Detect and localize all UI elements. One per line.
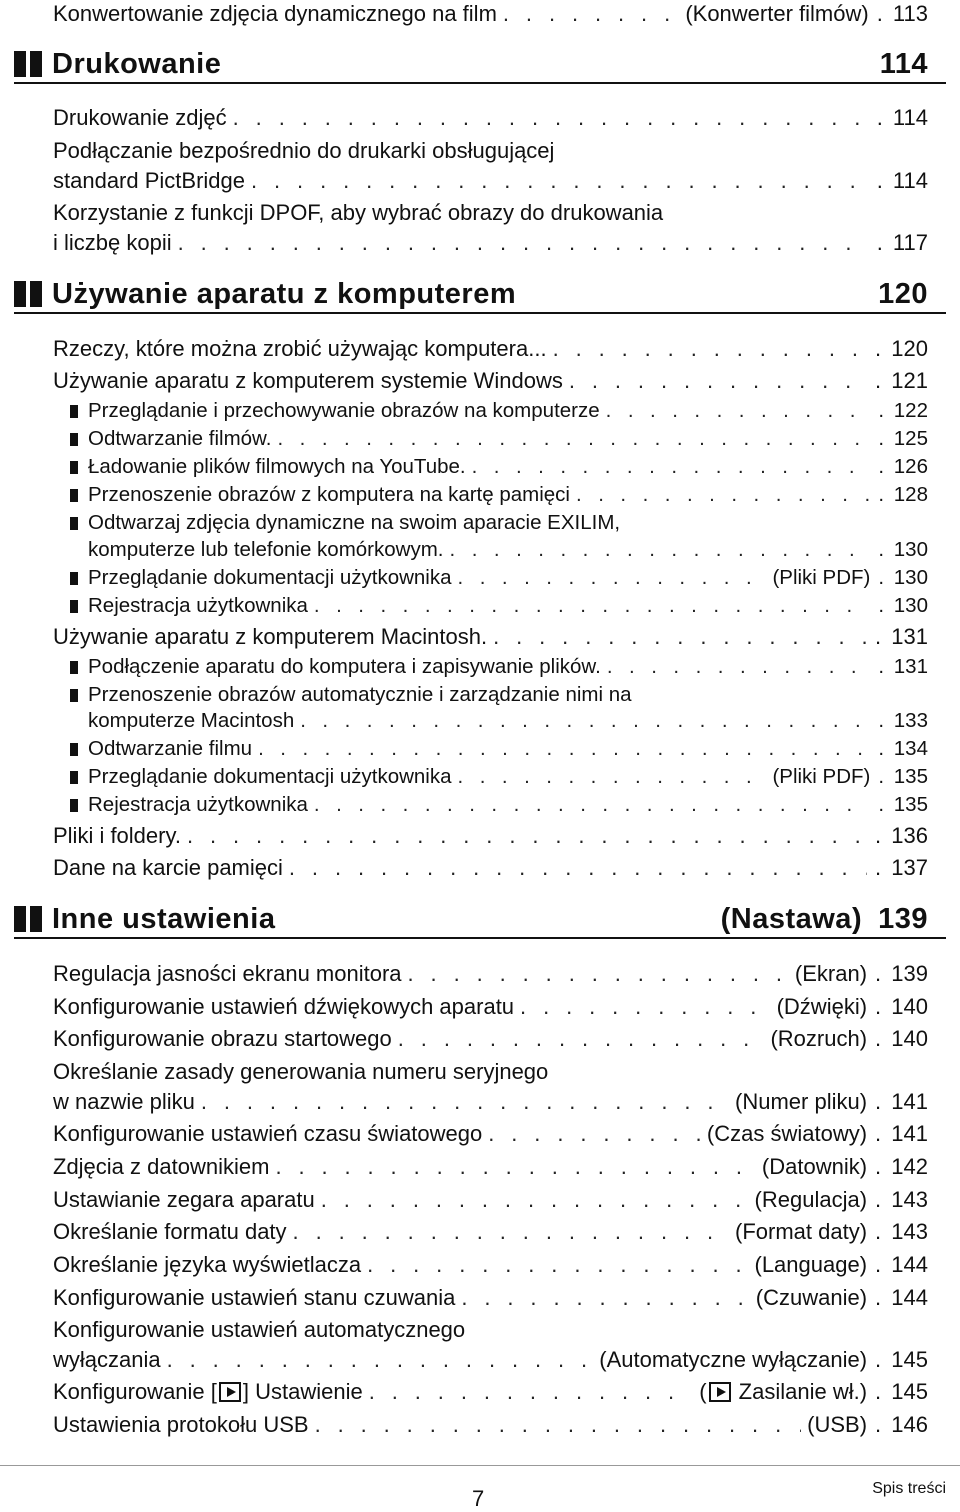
section-marker-icon xyxy=(14,281,42,307)
leader-dots xyxy=(289,854,867,882)
entry-text: Ustawienia protokołu USB xyxy=(53,1412,309,1437)
entry-page: . 117 xyxy=(877,229,928,257)
entry-ref: (Ekran) xyxy=(794,961,868,986)
toc-entry[interactable] xyxy=(53,229,928,257)
entry-page: . 135 xyxy=(878,763,928,791)
entry-text: Przeglądanie dokumentacji użytkownika xyxy=(88,765,452,788)
leader-dots xyxy=(367,1251,748,1279)
section-title: Inne ustawienia xyxy=(52,902,276,935)
entry-text: standard PictBridge xyxy=(53,168,245,193)
toc-link[interactable]: Spis treści xyxy=(872,1480,946,1497)
toc-entry[interactable] xyxy=(53,1218,928,1246)
toc-subentry[interactable] xyxy=(88,707,928,735)
entry-text: Rzeczy, które można zrobić używając komputera... xyxy=(53,336,547,361)
entry-ref: (Pliki PDF) xyxy=(772,765,871,788)
entry-text: Podłączanie bezpośrednio do drukarki obsługującej xyxy=(53,138,555,163)
entry-ref: (Czuwanie) xyxy=(755,1285,868,1310)
toc-subentry[interactable] xyxy=(70,564,928,592)
entry-page: . 141 xyxy=(875,1120,928,1148)
entry-text-b: ] Ustawienie xyxy=(242,1379,363,1404)
leader-dots xyxy=(461,1284,749,1312)
toc-subentry-line1 xyxy=(70,681,928,709)
toc-entry[interactable] xyxy=(53,1025,928,1053)
entry-page: . 144 xyxy=(875,1284,928,1312)
entry-text: Konfigurowanie ustawień dźwiękowych aparatu xyxy=(53,994,515,1019)
entry-page: . 143 xyxy=(875,1218,928,1246)
leader-dots xyxy=(258,735,870,763)
leader-dots xyxy=(398,1025,765,1053)
entry-page: . 114 xyxy=(877,104,928,132)
leader-dots xyxy=(178,229,869,257)
entry-page: . 145 xyxy=(875,1346,928,1374)
entry-page: . 146 xyxy=(875,1411,928,1439)
leader-dots xyxy=(275,1153,755,1181)
entry-text: komputerze lub telefonie komórkowym. xyxy=(88,538,444,561)
section-page: 139 xyxy=(878,902,928,935)
leader-dots xyxy=(450,536,871,564)
leader-dots xyxy=(314,592,870,620)
toc-subentry[interactable] xyxy=(70,481,928,509)
entry-page: . 137 xyxy=(875,854,928,882)
section-title: Drukowanie xyxy=(52,47,222,80)
entry-page: . 113 xyxy=(877,0,928,28)
toc-subentry[interactable] xyxy=(70,763,928,791)
section-ref: (Nastawa) xyxy=(720,902,863,935)
entry-text: Odtwarzaj zdjęcia dynamiczne na swoim aparacie EXILIM, xyxy=(88,511,621,534)
leader-dots xyxy=(458,564,767,592)
toc-subentry[interactable] xyxy=(70,453,928,481)
entry-text: komputerze Macintosh xyxy=(88,709,295,732)
toc-entry[interactable] xyxy=(53,623,928,651)
leader-dots xyxy=(488,1120,701,1148)
entry-page: . 134 xyxy=(878,735,928,763)
entry-page: . 131 xyxy=(875,623,928,651)
leader-dots xyxy=(458,763,767,791)
toc-entry[interactable] xyxy=(53,335,928,363)
leader-dots xyxy=(493,623,867,651)
entry-ref: (Pliki PDF) xyxy=(772,566,871,589)
section-header-drukowanie[interactable] xyxy=(14,46,946,84)
leader-dots xyxy=(201,1088,729,1116)
toc-subentry[interactable] xyxy=(70,791,928,819)
entry-page: . 131 xyxy=(878,653,928,681)
entry-text: Określanie języka wyświetlacza xyxy=(53,1252,362,1277)
leader-dots xyxy=(321,1186,749,1214)
toc-entry[interactable] xyxy=(53,0,928,28)
entry-text-a: Konfigurowanie [ xyxy=(53,1379,217,1404)
entry-text: Konfigurowanie ustawień stanu czuwania xyxy=(53,1285,456,1310)
toc-entry[interactable] xyxy=(53,1120,928,1148)
toc-entry[interactable] xyxy=(53,1346,928,1374)
leader-dots xyxy=(569,367,867,395)
entry-page: . 130 xyxy=(878,536,928,564)
toc-entry[interactable] xyxy=(53,1284,928,1312)
entry-page: . 140 xyxy=(875,993,928,1021)
leader-dots xyxy=(472,453,871,481)
entry-text: Przenoszenie obrazów automatycznie i zarządzanie nimi na xyxy=(88,683,632,706)
entry-ref-a: ( xyxy=(699,1379,707,1404)
entry-text: Odtwarzanie filmów. xyxy=(88,427,272,450)
toc-subentry[interactable] xyxy=(70,653,928,681)
entry-ref: (Dźwięki) xyxy=(776,994,868,1019)
entry-text: Podłączenie aparatu do komputera i zapisywanie plików. xyxy=(88,655,601,678)
leader-dots xyxy=(369,1378,694,1406)
toc-entry[interactable] xyxy=(53,1153,928,1181)
entry-text: Określanie formatu daty xyxy=(53,1219,287,1244)
section-page: 120 xyxy=(878,277,928,310)
leader-dots xyxy=(251,167,869,195)
entry-text: i liczbę kopii xyxy=(53,230,172,255)
entry-text: Ustawianie zegara aparatu xyxy=(53,1187,315,1212)
toc-entry[interactable] xyxy=(53,993,928,1021)
entry-text: Konfigurowanie ustawień automatycznego xyxy=(53,1317,466,1342)
entry-text: Dane na karcie pamięci xyxy=(53,855,283,880)
entry-text: Korzystanie z funkcji DPOF, aby wybrać obrazy do drukowania xyxy=(53,200,664,225)
entry-text: w nazwie pliku xyxy=(53,1089,195,1114)
toc-subentry[interactable] xyxy=(70,735,928,763)
entry-page: . 135 xyxy=(878,791,928,819)
toc-entry[interactable] xyxy=(53,1411,928,1439)
entry-page: . 114 xyxy=(877,167,928,195)
section-header-komputer[interactable] xyxy=(14,276,946,314)
section-header-inne-ustawienia[interactable] xyxy=(14,901,946,939)
entry-text: Przeglądanie i przechowywanie obrazów na komputerze xyxy=(88,399,600,422)
toc-entry-line1 xyxy=(53,1058,928,1086)
leader-dots xyxy=(553,335,867,363)
entry-page: . 143 xyxy=(875,1186,928,1214)
entry-text: wyłączania xyxy=(53,1347,161,1372)
entry-page: . 136 xyxy=(875,822,928,850)
toc-entry[interactable] xyxy=(53,1251,928,1279)
entry-page: . 120 xyxy=(875,335,928,363)
entry-ref: (Konwerter filmów) xyxy=(685,1,869,26)
toc-entry-line1 xyxy=(53,1316,928,1344)
entry-text: Konfigurowanie obrazu startowego xyxy=(53,1026,392,1051)
entry-page: . 141 xyxy=(875,1088,928,1116)
leader-dots xyxy=(314,791,870,819)
entry-ref: (USB) xyxy=(807,1412,868,1437)
footer-divider xyxy=(0,1465,960,1466)
play-icon xyxy=(709,1382,731,1402)
entry-page: . 126 xyxy=(878,453,928,481)
entry-ref: (Rozruch) xyxy=(770,1026,868,1051)
entry-ref: (Regulacja) xyxy=(754,1187,868,1212)
toc-subentry[interactable] xyxy=(70,397,928,425)
entry-text: Przenoszenie obrazów z komputera na kartę pamięci xyxy=(88,483,570,506)
leader-dots xyxy=(576,481,870,509)
entry-page: . 145 xyxy=(875,1378,928,1406)
entry-ref: (Czas światowy) xyxy=(706,1121,868,1146)
entry-page: . 133 xyxy=(878,707,928,735)
entry-ref: (Format daty) xyxy=(735,1219,868,1244)
entry-text: Konfigurowanie ustawień czasu światowego xyxy=(53,1121,483,1146)
entry-ref: (Automatyczne wyłączanie) xyxy=(599,1347,868,1372)
entry-ref: (Language) xyxy=(754,1252,868,1277)
toc-subentry[interactable] xyxy=(70,425,928,453)
entry-ref-b: Zasilanie wł.) xyxy=(732,1379,868,1404)
section-marker-icon xyxy=(14,906,42,932)
play-icon xyxy=(219,1382,241,1402)
entry-page: . 125 xyxy=(878,425,928,453)
entry-text: Zdjęcia z datownikiem xyxy=(53,1154,270,1179)
section-page: 114 xyxy=(879,47,928,80)
entry-text: Odtwarzanie filmu xyxy=(88,737,253,760)
entry-text: Rejestracja użytkownika xyxy=(88,594,308,617)
entry-page: . 130 xyxy=(878,564,928,592)
entry-ref: (Numer pliku) xyxy=(735,1089,868,1114)
leader-dots xyxy=(300,707,870,735)
entry-text xyxy=(53,1378,363,1406)
leader-dots xyxy=(408,960,789,988)
entry-page: . 144 xyxy=(875,1251,928,1279)
entry-page: . 128 xyxy=(878,481,928,509)
leader-dots xyxy=(315,1411,802,1439)
entry-text: Używanie aparatu z komputerem Macintosh. xyxy=(53,624,488,649)
toc-entry[interactable] xyxy=(53,104,928,132)
entry-page: . 142 xyxy=(875,1153,928,1181)
leader-dots xyxy=(187,822,867,850)
toc-entry[interactable] xyxy=(53,367,928,395)
toc-subentry[interactable] xyxy=(88,536,928,564)
toc-entry[interactable] xyxy=(53,822,928,850)
entry-text: Ładowanie plików filmowych na YouTube. xyxy=(88,455,466,478)
toc-entry[interactable] xyxy=(53,854,928,882)
leader-dots xyxy=(293,1218,729,1246)
entry-ref xyxy=(699,1378,867,1406)
section-marker-icon xyxy=(14,51,42,77)
entry-text: Regulacja jasności ekranu monitora xyxy=(53,961,402,986)
entry-text: Określanie zasady generowania numeru seryjnego xyxy=(53,1059,549,1084)
page-number: 7 xyxy=(472,1486,485,1511)
leader-dots xyxy=(606,397,871,425)
entry-text: Używanie aparatu z komputerem systemie Windows xyxy=(53,368,563,393)
entry-ref: (Datownik) xyxy=(761,1154,868,1179)
toc-entry[interactable] xyxy=(53,167,928,195)
entry-page: . 139 xyxy=(875,960,928,988)
entry-page: . 121 xyxy=(875,367,928,395)
toc-entry-line1 xyxy=(53,199,928,227)
toc-entry[interactable] xyxy=(53,1088,928,1116)
entry-text: Drukowanie zdjęć xyxy=(53,105,227,130)
leader-dots xyxy=(233,104,869,132)
entry-page: . 130 xyxy=(878,592,928,620)
leader-dots xyxy=(503,0,679,28)
section-title: Używanie aparatu z komputerem xyxy=(52,277,517,310)
toc-subentry[interactable] xyxy=(70,592,928,620)
entry-text: Pliki i foldery. xyxy=(53,823,181,848)
entry-text: Konwertowanie zdjęcia dynamicznego na film xyxy=(53,1,497,26)
toc-entry[interactable] xyxy=(53,1186,928,1214)
toc-entry[interactable] xyxy=(53,960,928,988)
leader-dots xyxy=(277,425,870,453)
leader-dots xyxy=(520,993,771,1021)
leader-dots xyxy=(607,653,871,681)
toc-entry-line1 xyxy=(53,137,928,165)
toc-subentry-line1 xyxy=(70,509,928,537)
entry-page: . 140 xyxy=(875,1025,928,1053)
entry-text: Rejestracja użytkownika xyxy=(88,793,308,816)
entry-page: . 122 xyxy=(878,397,928,425)
leader-dots xyxy=(167,1346,594,1374)
toc-entry[interactable] xyxy=(53,1378,928,1406)
entry-text: Przeglądanie dokumentacji użytkownika xyxy=(88,566,452,589)
